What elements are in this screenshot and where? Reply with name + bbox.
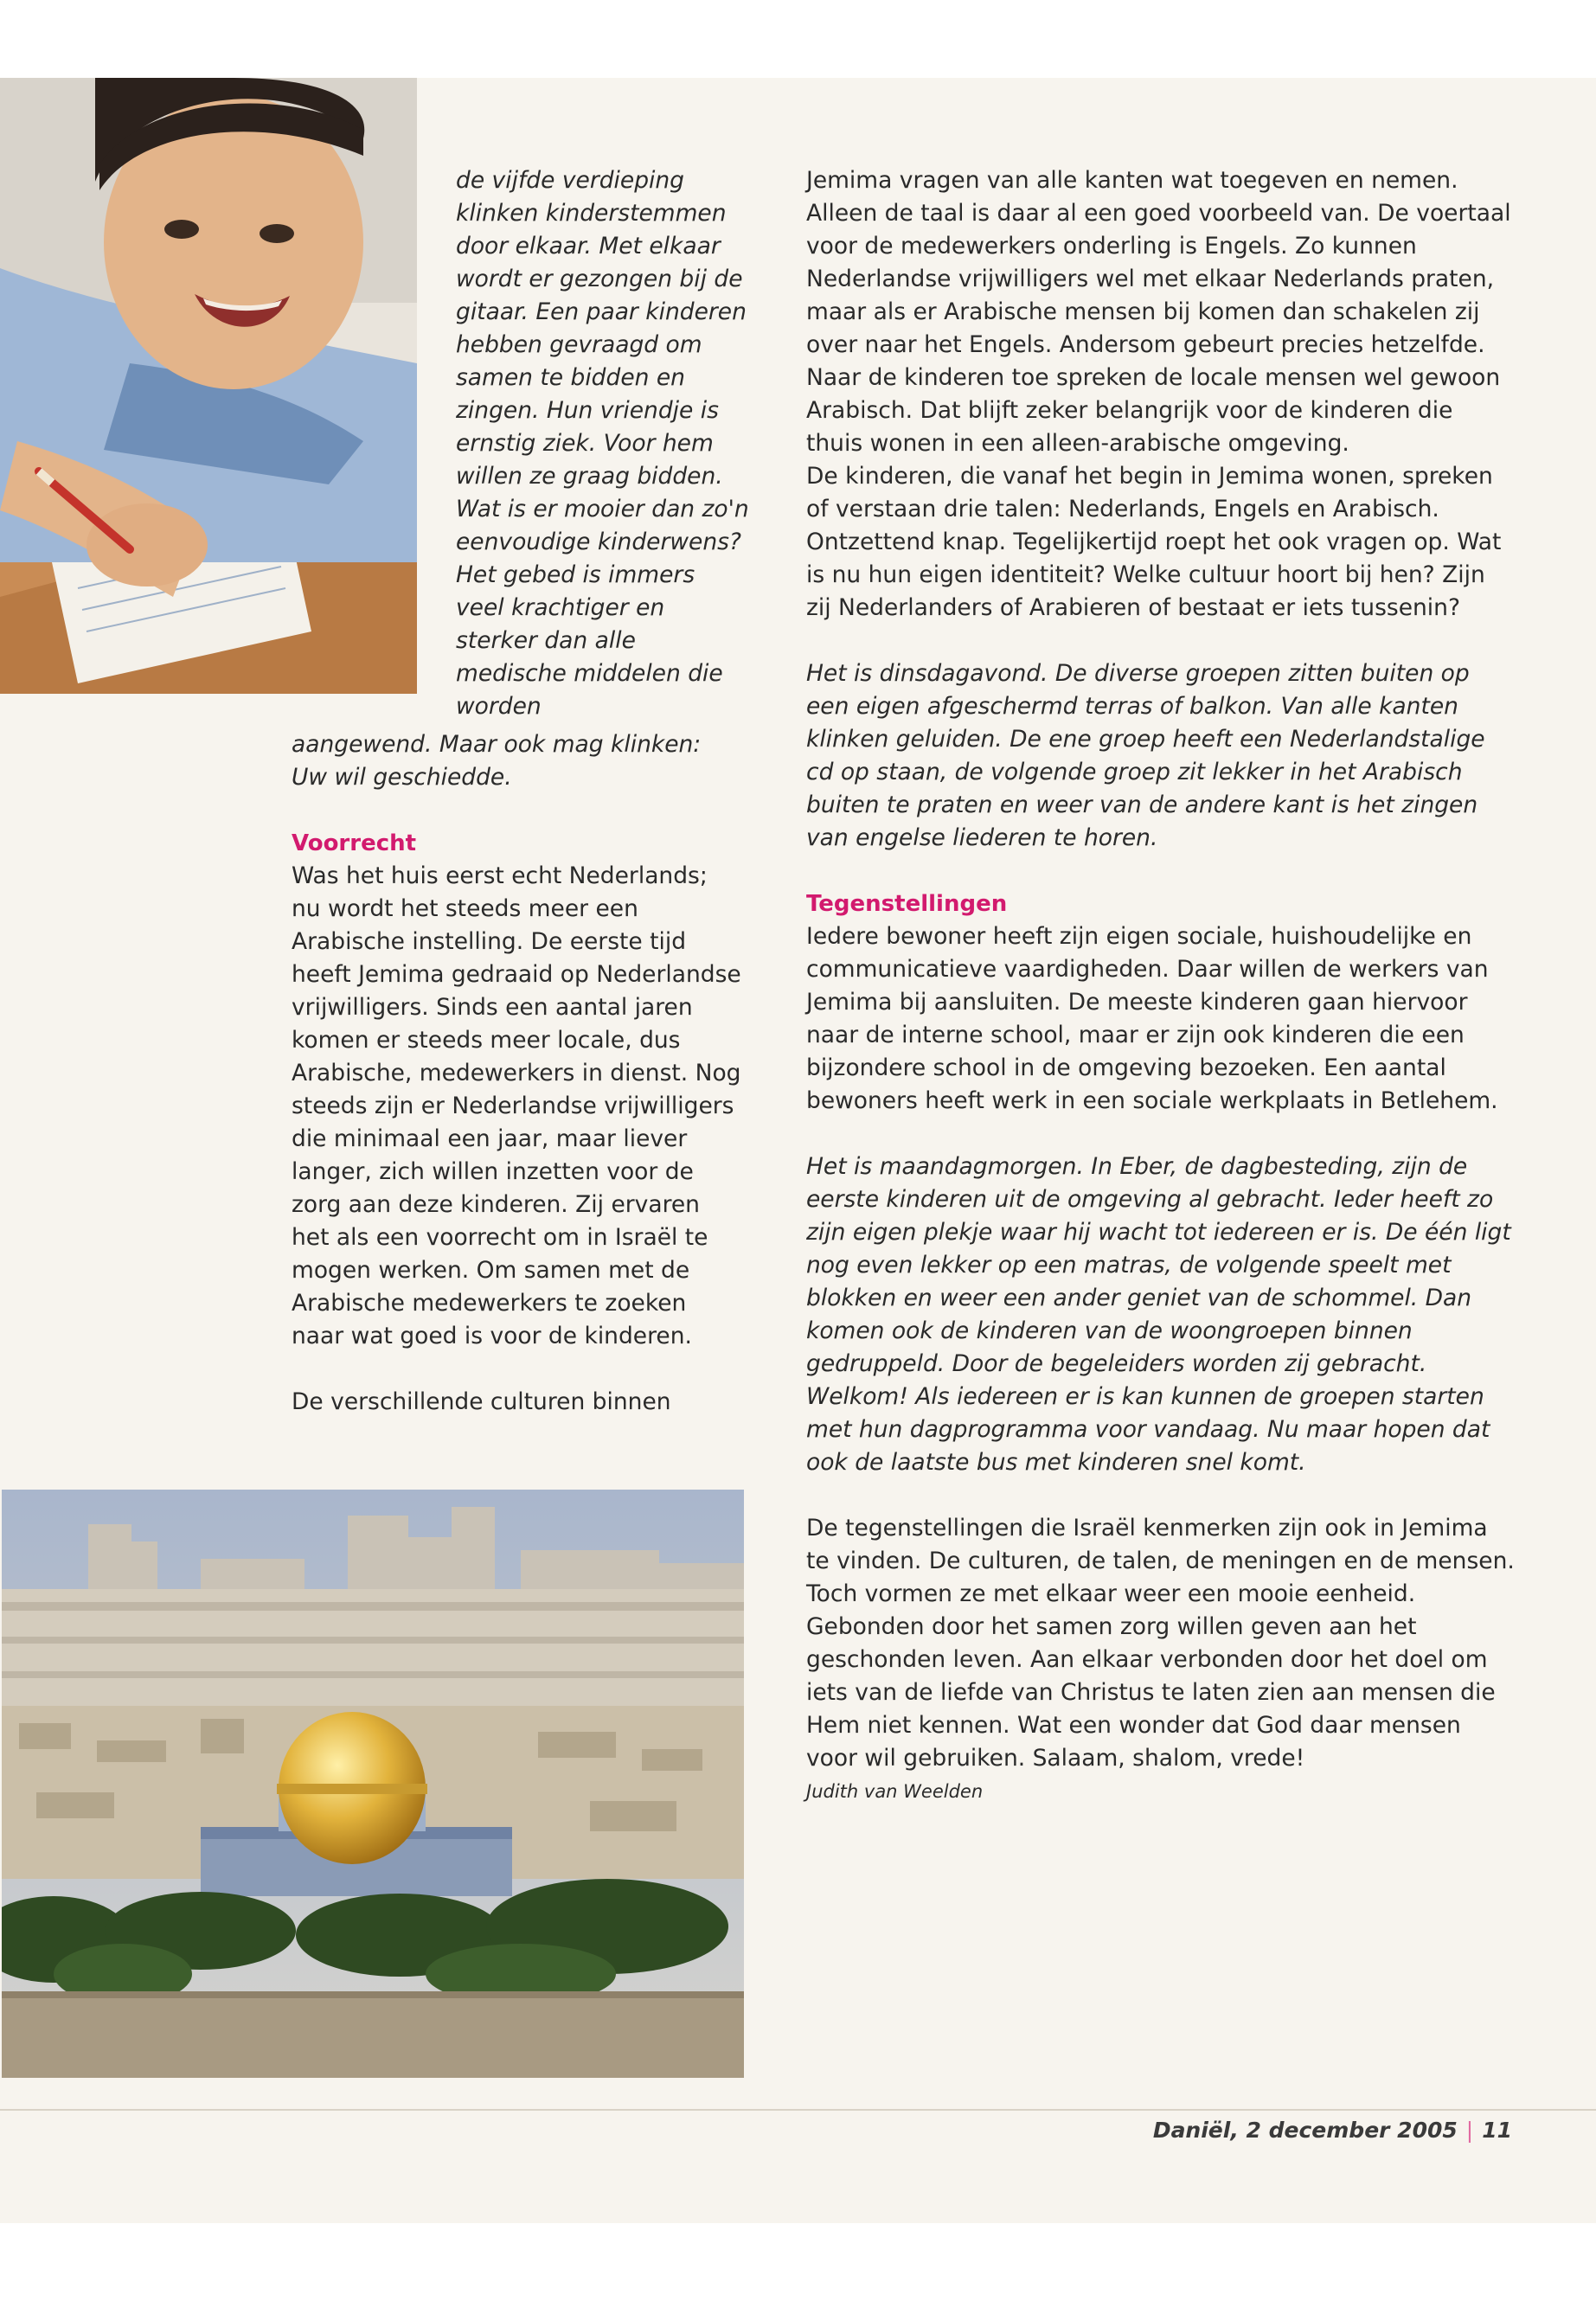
intro-text: de vijfde verdieping klinken kinderstemmen door elkaar. Met elkaar wordt er gezongen bij de gitaar. Een paar kinderen hebben gevraagd om samen te bidden en zingen. Hun vriendje is ernstig ziek. Voor hem willen ze graag bidden. Wat is er mooier dan zo'n eenvoudige kinderwens? Het gebed is immers veel krachtiger en sterker dan alle medische middelen die worden: [456, 167, 749, 720]
intro-continuation: aangewend. Maar ook mag klinken: Uw wil geschiedde.: [292, 731, 702, 791]
photo-child-writing: [0, 78, 417, 694]
paragraph-conclusion: De tegenstellingen die Israël kenmerken zijn ook in Jemima te vinden. De culturen, de talen, de meningen en de mensen. Toch vormen ze met elkaar weer een mooie eenheid. Gebonden door het samen zorg willen geven aan het geschonden leven. Aan elkaar verbonden door het doel om iets van de liefde van Christus te laten zien aan mensen die Hem niet kennen. Wat een wonder dat God daar mensen voor wil gebruiken. Salaam, shalom, vrede!: [806, 1515, 1515, 1772]
heading-voorrecht: Voorrecht: [292, 830, 417, 856]
child-photo-illustration: [0, 78, 417, 694]
photo-jerusalem-dome-of-the-rock: [2, 1490, 744, 2078]
right-column: [806, 164, 1516, 1808]
page-footer: [1153, 2118, 1512, 2143]
paragraph-tuesday-evening: Het is dinsdagavond. De diverse groepen zitten buiten op een eigen afgeschermd terras of balkon. Van alle kanten klinken geluiden. De ene groep heeft een Nederlandstalige cd op staan, de volgende groep zit lekker in het Arabisch buiten te praten en weer van de andere kant is het zingen van engelse liederen te horen.: [806, 660, 1485, 851]
jerusalem-photo-illustration: [2, 1490, 744, 2078]
paragraph-languages: Jemima vragen van alle kanten wat toegeven en nemen. Alleen de taal is daar al een goed voorbeeld van. De voertaal voor de medewerkers onderling is Engels. Zo kunnen Nederlandse vrijwilligers wel met elkaar Nederlands praten, maar als er Arabische mensen bij komen dan schakelen zij over naar het Engels. Andersom gebeurt precies hetzelfde. Naar de kinderen toe spreken de locale mensen wel gewoon Arabisch. Dat blijft zeker belangrijk voor de kinderen die thuis wonen in een alleen-arabische omgeving.: [806, 167, 1511, 457]
left-column: [292, 728, 741, 1419]
footer-divider: [0, 2109, 1596, 2111]
voorrecht-tail: De verschillende culturen binnen: [292, 1388, 671, 1415]
heading-tegenstellingen: Tegenstellingen: [806, 891, 1008, 917]
intro-narrow-column: [456, 164, 750, 723]
footer-separator: |: [1465, 2118, 1474, 2143]
page-number: 11: [1482, 2118, 1512, 2143]
voorrecht-body: Was het huis eerst echt Nederlands; nu wordt het steeds meer een Arabische instelling. De eerste tijd heeft Jemima gedraaid op Nederlandse vrijwilligers. Sinds een aantal jaren komen er steeds meer locale, dus Arabische, medewerkers in dienst. Nog steeds zijn er Nederlandse vrijwilligers die minimaal een jaar, maar liever langer, zich willen inzetten voor de zorg aan deze kinderen. Zij ervaren het als een voorrecht om in Israël te mogen werken. Om samen met de Arabische medewerkers te zoeken naar wat goed is voor de kinderen.: [292, 862, 741, 1349]
author-byline: Judith van Weelden: [806, 1781, 984, 1802]
publication-date: Daniël, 2 december 2005: [1152, 2118, 1458, 2143]
paragraph-residents: Iedere bewoner heeft zijn eigen sociale, huishoudelijke en communicatieve vaardigheden. Daar willen de werkers van Jemima bij aansluiten. De meeste kinderen gaan hiervoor naar de interne school, maar er zijn ook kinderen die een bijzondere school in de omgeving bezoeken. Een aantal bewoners heeft werk in een sociale werkplaats in Betlehem.: [806, 923, 1498, 1114]
paragraph-identity: De kinderen, die vanaf het begin in Jemima wonen, spreken of verstaan drie talen: Nederlands, Engels en Arabisch. Ontzettend knap. Tegelijkertijd roept het ook vragen op. Wat is nu hun eigen identiteit? Welke cultuur hoort bij hen? Zijn zij Nederlanders of Arabieren of bestaat er iets tussenin?: [806, 463, 1502, 621]
magazine-page: [0, 78, 1596, 2223]
paragraph-monday-morning: Het is maandagmorgen. In Eber, de dagbesteding, zijn de eerste kinderen uit de omgeving al gebracht. Ieder heeft zo zijn eigen plekje waar hij wacht tot iedereen er is. De één ligt nog even lekker op een matras, de volgende speelt met blokken en weer een ander geniet van de schommel. Dan komen ook de kinderen van de woongroepen binnen gedruppeld. Door de begeleiders worden zij gebracht. Welkom! Als iedereen er is kan kunnen de groepen starten met hun dagprogramma voor vandaag. Nu maar hopen dat ook de laatste bus met kinderen snel komt.: [806, 1153, 1511, 1476]
